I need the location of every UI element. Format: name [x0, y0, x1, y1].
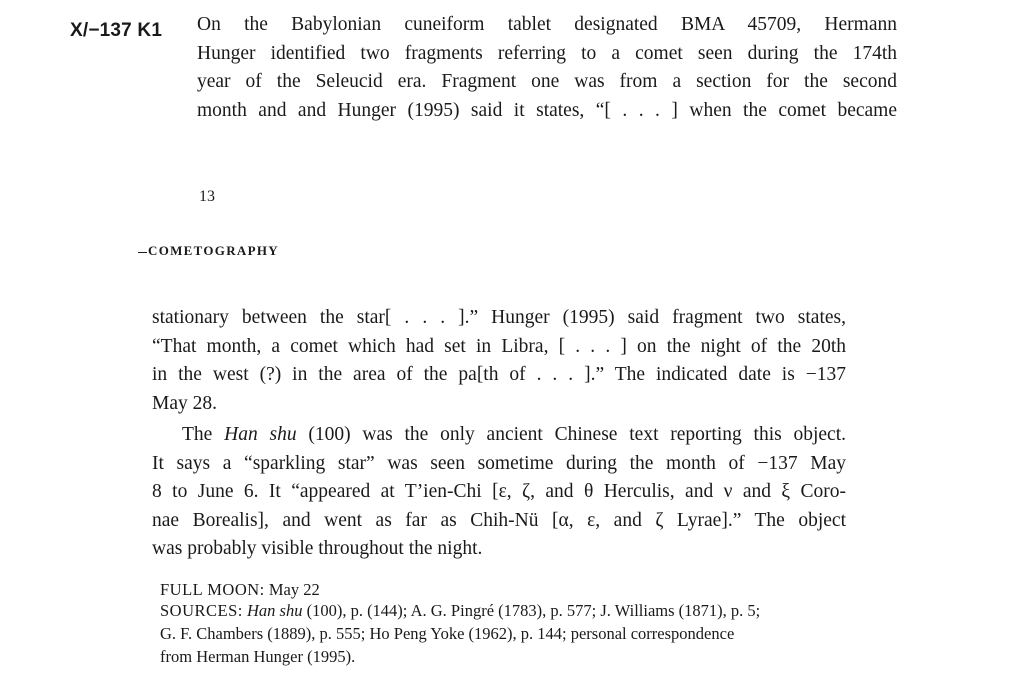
sources-note — [160, 599, 848, 668]
text-line: was probably visible throughout the night. — [152, 538, 483, 559]
text-line: Hunger identified two fragments referring to a comet seen during the 174th — [197, 42, 897, 64]
continuation-paragraph — [152, 304, 846, 418]
entry-opening-paragraph — [197, 11, 897, 125]
text-line: stationary between the star[ . . . ].” Hunger (1995) said fragment two states, — [152, 307, 846, 328]
text-line: On the Babylonian cuneiform tablet designated BMA 45709, Hermann — [197, 14, 897, 35]
book-title: Han shu — [246, 601, 303, 620]
running-head: COMETOGRAPHY — [148, 243, 279, 258]
running-head-dash — [138, 252, 147, 253]
text-line: G. F. Chambers (1889), p. 555; Ho Peng Yoke (1962), p. 144; personal correspondence — [160, 624, 735, 643]
text-line: from Herman Hunger (1995). — [160, 647, 356, 666]
book-title: Han shu — [224, 424, 297, 445]
text-line: May 28. — [152, 392, 217, 414]
text-line: in the west (?) in the area of the pa[th of . . . ].” The indicated date is −137 — [152, 364, 846, 385]
text-line: SOURCES: Han shu (100), p. (144); A. G. Pingré (1783), p. 577; J. Williams (1871), p. 5; — [160, 601, 761, 620]
han-shu-paragraph — [152, 421, 846, 564]
full-moon-label: FULL MOON: — [160, 580, 265, 599]
page-number: 13 — [199, 188, 215, 205]
text-line: nae Borealis], and went as far as Chih-Nü [α, ε, and ζ Lyrae].” The object — [152, 509, 846, 531]
full-moon-value: May 22 — [264, 580, 320, 599]
text-line: The Han shu (100) was the only ancient Chinese text reporting this object. — [182, 424, 847, 445]
sources-label: SOURCES: — [160, 601, 243, 620]
text-line: 8 to June 6. It “appeared at T’ien-Chi [ε, ζ, and θ Herculis, and ν and ξ Coro- — [152, 481, 846, 502]
text-line: year of the Seleucid era. Fragment one was from a section for the second — [197, 71, 897, 92]
text-line: It says a “sparkling star” was seen sometime during the month of −137 May — [152, 452, 846, 474]
full-moon-note — [160, 578, 848, 601]
text-line: month and and Hunger (1995) said it states, “[ . . . ] when the comet became — [197, 99, 897, 121]
text-line: “That month, a comet which had set in Libra, [ . . . ] on the night of the 20th — [152, 335, 846, 357]
entry-designation: X/−137 K1 — [70, 20, 163, 41]
